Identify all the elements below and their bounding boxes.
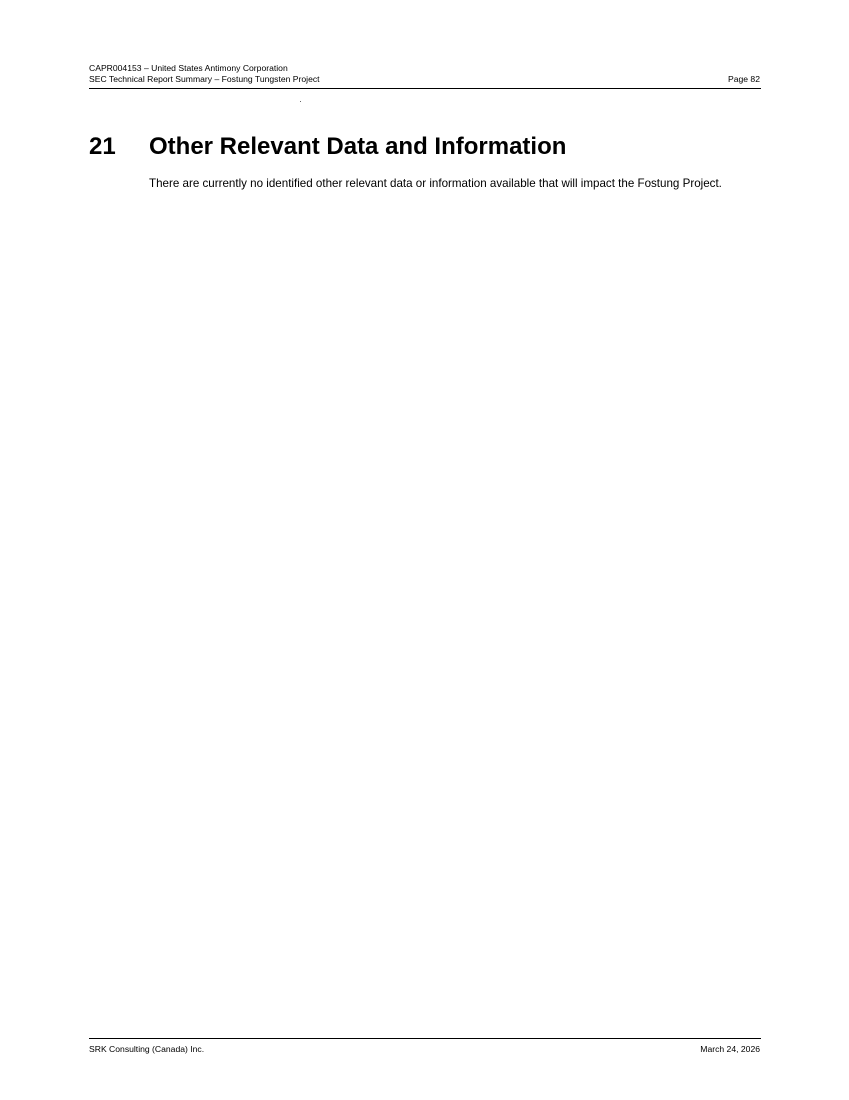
section-title: Other Relevant Data and Information bbox=[149, 133, 567, 160]
footer-date: March 24, 2026 bbox=[700, 1044, 760, 1054]
page-header bbox=[89, 62, 761, 89]
section-number: 21 bbox=[89, 133, 116, 160]
header-report-title: SEC Technical Report Summary – Fostung Tungsten Project bbox=[89, 74, 320, 84]
section-heading bbox=[89, 131, 761, 165]
page-number: Page 82 bbox=[727, 74, 760, 84]
header-doc-id: CAPR004153 – United States Antimony Corporation bbox=[89, 63, 288, 73]
footer-company: SRK Consulting (Canada) Inc. bbox=[89, 1044, 205, 1054]
stray-mark bbox=[300, 101, 301, 102]
section-body-paragraph: There are currently no identified other relevant data or information available that will impact the Fostung Project. bbox=[149, 177, 722, 190]
page-footer bbox=[89, 1038, 761, 1059]
